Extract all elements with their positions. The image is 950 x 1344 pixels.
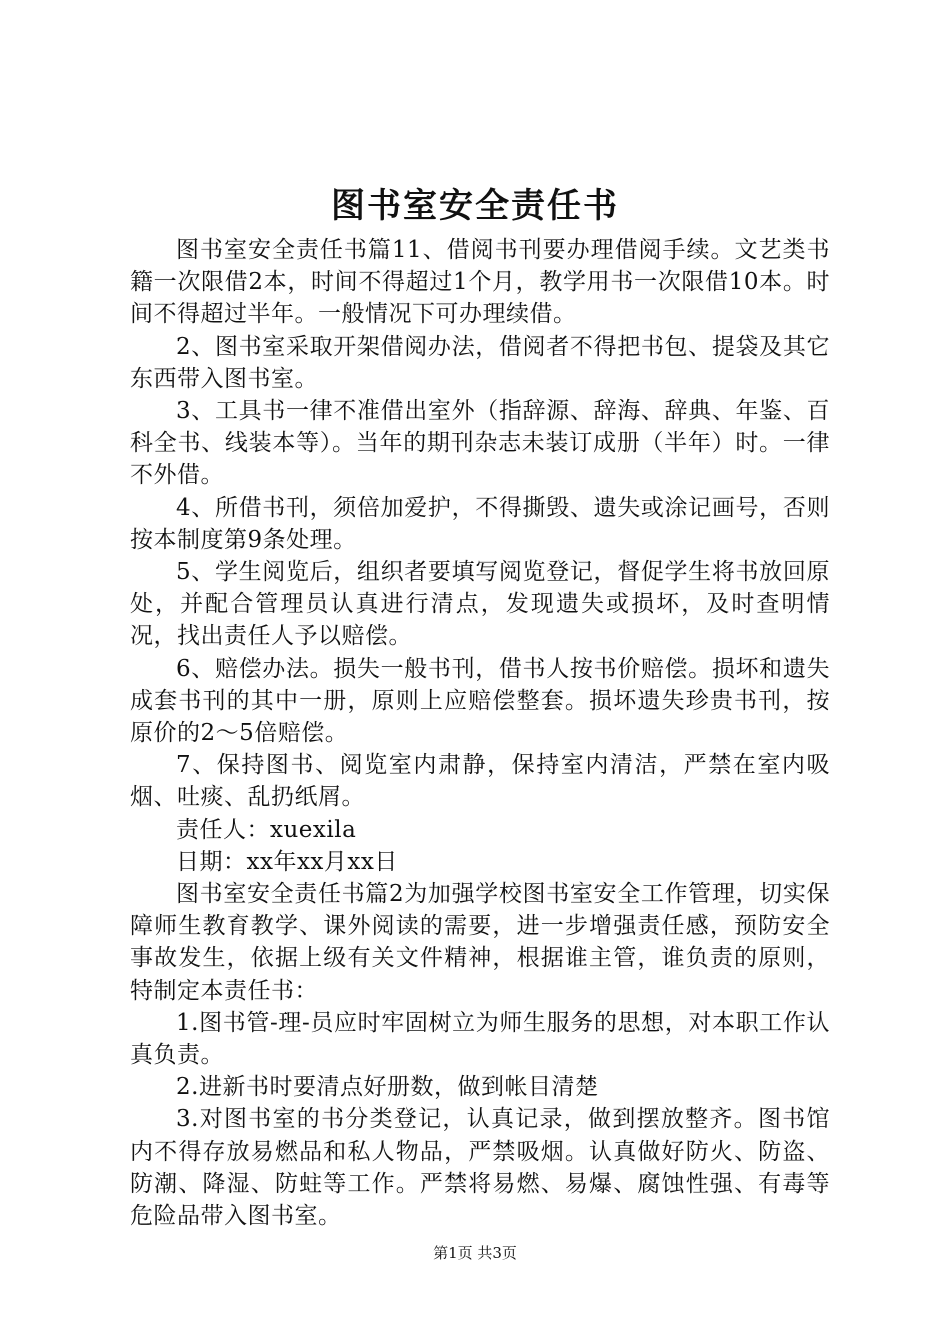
responsible-person: 责任人：xuexila — [176, 816, 357, 843]
paragraph-5: 5、学生阅览后，组织者要填写阅览登记，督促学生将书放回原处，并配合管理员认真进行清点，发现遗失或损坏，及时查明情况，找出责任人予以赔偿。 — [130, 559, 830, 650]
paragraph-4: 4、所借书刊，须倍加爱护，不得撕毁、遗失或涂记画号，否则按本制度第9条处理。 — [130, 494, 830, 553]
paragraph-10: 2.进新书时要清点好册数，做到帐目清楚 — [176, 1074, 599, 1101]
paragraph-9: 1.图书管-理-员应时牢固树立为师生服务的思想，对本职工作认真负责。 — [130, 1009, 830, 1069]
page-footer: 第1页 共3页 — [433, 1244, 517, 1262]
paragraph-2: 2、图书室采取开架借阅办法，借阅者不得把书包、提袋及其它东西带入图书室。 — [130, 333, 830, 392]
document-body — [130, 234, 830, 1232]
paragraph-11: 3.对图书室的书分类登记，认真记录，做到摆放整齐。图书馆内不得存放易燃品和私人物品，严禁吸烟。认真做好防火、防盗、防潮、降湿、防蛀等工作。严禁将易燃、易爆、腐蚀性强、有毒等危险品带入图书室。 — [130, 1106, 830, 1230]
document-title: 图书室安全责任书 — [331, 186, 619, 226]
date-line: 日期：xx年xx月xx日 — [176, 848, 398, 875]
paragraph-6: 6、赔偿办法。损失一般书刊，借书人按书价赔偿。损坏和遗失成套书刊的其中一册，原则上应赔偿整套。损坏遗失珍贵书刊，按原价的2～5倍赔偿。 — [130, 655, 830, 747]
paragraph-1: 图书室安全责任书篇11、借阅书刊要办理借阅手续。文艺类书籍一次限借2本，时间不得超过1个月，教学用书一次限借10本。时间不得超过半年。一般情况下可办理续借。 — [130, 237, 830, 328]
paragraph-3: 3、工具书一律不准借出室外（指辞源、辞海、辞典、年鉴、百科全书、线装本等）。当年的期刊杂志未装订成册（半年）时。一律不外借。 — [130, 398, 830, 489]
paragraph-8: 图书室安全责任书篇2为加强学校图书室安全工作管理，切实保障师生教育教学、课外阅读的需要，进一步增强责任感，预防安全事故发生，依据上级有关文件精神，根据谁主管，谁负责的原则，特制定本责任书： — [130, 881, 830, 1004]
paragraph-7: 7、保持图书、阅览室内肃静，保持室内清洁，严禁在室内吸烟、吐痰、乱扔纸屑。 — [130, 752, 830, 811]
